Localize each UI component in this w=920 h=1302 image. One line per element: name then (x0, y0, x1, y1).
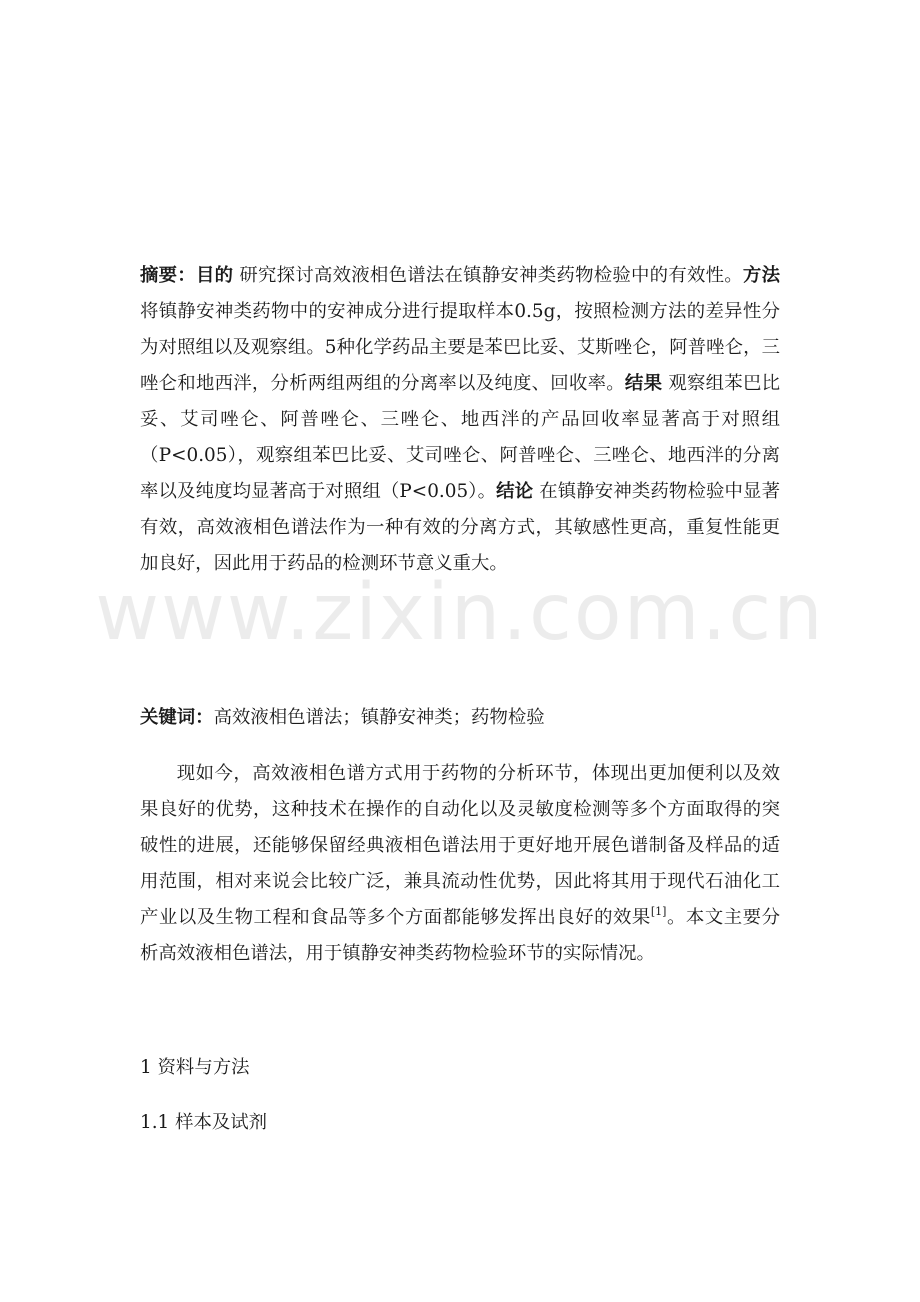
method-label: 方法 (742, 265, 780, 286)
intro-text: 现如今，高效液相色谱方式用于药物的分析环节，体现出更加便利以及效果良好的优势，这种技术在操作的自动化以及灵敏度检测等多个方面取得的突破性的进展，还能够保留经典液相色谱法用于更好地开展色谱制备及样品的适用范围，相对来说会比较广泛，兼具流动性优势，因此将其用于现代石油化工产业以及生物工程和食品等多个方面都能够发挥出良好的效果 (140, 763, 780, 928)
intro-paragraph (140, 756, 780, 972)
result-label: 结果 (624, 373, 663, 394)
intro-text-end: 。本文主要分析高效液相色谱法，用于镇静安神类药物检验环节的实际情况。 (140, 907, 780, 964)
abstract-heading: 摘要： (140, 265, 196, 286)
method-text: 将镇静安神类药物中的安神成分进行提取样本0.5g，按照检测方法的差异性分为对照组以及观察组。5种化学药品主要是苯巴比妥、艾斯唑仑，阿普唑仑，三唑仑和地西泮，分析两组两组的分离率以及纯度、回收率。 (140, 301, 780, 394)
abstract-paragraph (140, 258, 780, 582)
watermark: www.zixin.com.cn (95, 568, 825, 658)
result-text: 观察组苯巴比妥、艾司唑仑、阿普唑仑、三唑仑、地西泮的产品回收率显著高于对照组（P<0.05），观察组苯巴比妥、艾司唑仑、阿普唑仑、三唑仑、地西泮的分离率以及纯度均显著高于对照组（P<0.05）。 (140, 373, 780, 502)
section-heading-1: 1 资料与方法 (140, 1057, 250, 1078)
conclusion-label: 结论 (496, 481, 534, 502)
keywords-line (140, 700, 780, 736)
keywords-label: 关键词： (140, 707, 214, 728)
citation-marker[interactable]: [1] (650, 905, 667, 918)
keywords-text: 高效液相色谱法；镇静安神类；药物检验 (213, 707, 545, 728)
objective-text: 研究探讨高效液相色谱法在镇静安神类药物检验中的有效性。 (233, 265, 743, 286)
objective-label: 目的 (195, 265, 234, 286)
conclusion-text: 在镇静安神类药物检验中显著有效，高效液相色谱法作为一种有效的分离方式，其敏感性更高，重复性能更加良好，因此用于药品的检测环节意义重大。 (140, 481, 780, 574)
section-heading-1-1: 1.1 样本及试剂 (140, 1112, 268, 1133)
